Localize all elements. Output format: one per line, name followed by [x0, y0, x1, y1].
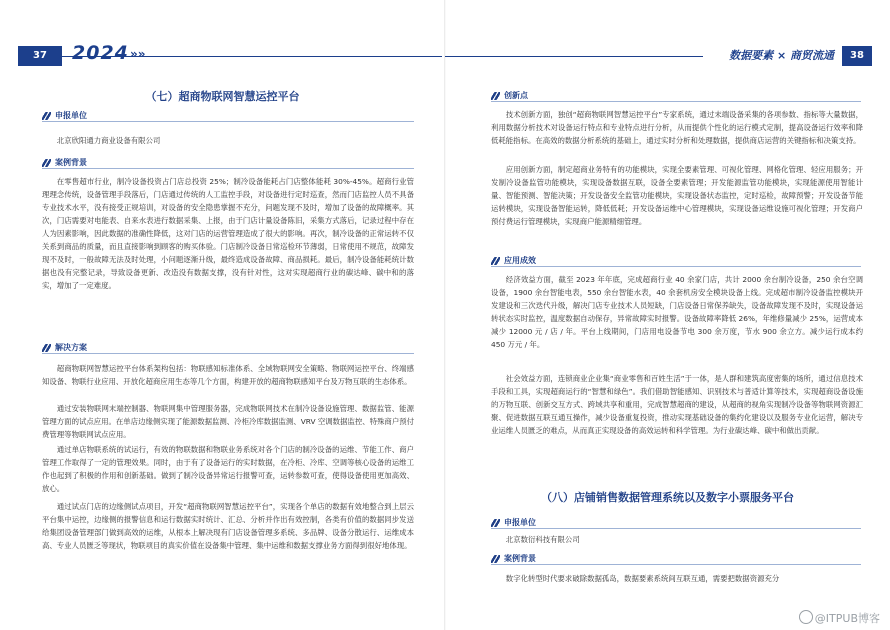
heading-rule — [42, 168, 414, 169]
applicant-text: 北京欣阳通力商业设备有限公司 — [56, 136, 161, 145]
background-heading — [42, 157, 87, 168]
header-rule — [445, 56, 703, 57]
results-heading — [491, 255, 536, 266]
background-text-2: 数字化转型时代要求破除数据孤岛，数据要素系统间互联互通，需要把数据资源充分 — [505, 574, 780, 583]
background-heading-2-label: 案例背景 — [504, 554, 536, 563]
solution-paragraph: 通过安装物联网末端控制器、物联网集中管理服务器，完成物联网技术在制冷设备设施管理、数据监管、能源管理方面的试点应用。在单店边缘侧实现了能源数据监测、冷柜冷库数据监测、VRV 空调数据监控、特殊商户预付费管理等物联网试点应用。 — [42, 404, 414, 439]
heading-slash-icon — [491, 519, 500, 527]
solution-paragraph: 通过单店物联系统的试运行，有效的物联数据和物联业务系统对各个门店的制冷设备的运维、节能工作、商户管理工作取得了一定的管理效果。同时，由于有了设备运行的实时数据，在冷柜、冷库、空调等核心设备的运维工作也起到了积极的作用和创新基础。做到了制冷设备异常运行报警可查，运转参数可查，使得设备使用更加高效、放心。 — [42, 445, 414, 493]
solution-heading — [42, 342, 87, 353]
section-title-seven: （七）超商物联网智慧运控平台 — [145, 90, 300, 103]
applicant-heading-2-label: 申报单位 — [504, 518, 536, 527]
heading-slash-icon — [42, 112, 51, 120]
heading-slash-icon — [491, 92, 500, 100]
heading-slash-icon — [491, 257, 500, 265]
background-heading-2 — [491, 553, 536, 564]
left-page-number: 37 — [18, 46, 62, 66]
innovation-heading — [491, 90, 528, 101]
innovation-heading-label: 创新点 — [504, 91, 528, 100]
results-heading-label: 应用成效 — [504, 256, 536, 265]
results-paragraph: 社会效益方面，连锁商业企业集“商业零售和百姓生活”于一体，是人群和建筑高度密集的场所，通过信息技术手段和工具，实现超商运行的“智慧和绿色”。我们借助智能感知、识别技术与普适计算等技术，实现超商设备设施的万物互联、创新交互方式、跨域共享和重用，完成智慧超商的建设，从超商的视角实现制冷设备等物联网资源汇聚、促进数据互联互通互操作，减少设备重复投资，推动实现基础设备的集约化建设以及服务专业化运营，解决专业运维人员匮乏的难点，从而真正实现设备的高效运转和科学管理。为行业碳达峰、碳中和做出贡献。 — [491, 374, 863, 435]
applicant-heading-2 — [491, 517, 536, 528]
heading-rule — [42, 121, 414, 122]
heading-rule — [491, 266, 861, 267]
background-heading-label: 案例背景 — [55, 158, 87, 167]
heading-rule — [491, 528, 861, 529]
heading-slash-icon — [42, 344, 51, 352]
brand-title: 数据要素 × 商贸流通 — [729, 49, 834, 62]
applicant-heading-label: 申报单位 — [55, 111, 87, 120]
applicant-heading — [42, 110, 87, 121]
applicant-text-2: 北京数衍科技有限公司 — [505, 535, 580, 544]
heading-slash-icon — [491, 555, 500, 563]
heading-rule — [42, 353, 414, 354]
header-rule — [62, 56, 442, 57]
heading-slash-icon — [42, 159, 51, 167]
background-text: 在零售超市行业，制冷设备投资占门店总投资 25%；制冷设备能耗占门店整体能耗 30%-45%。超商行业管理理念传统，设备管理手段落后，门店通过传统的人工监控手段，对设备进行定时巡查，然而门店监控人员不具备专业技术水平，没有接受正规培训，对设备的安全隐患掌握不充分，问题发现不及时，增加了设备的故障概率。其次，门店需要对电能表、自来水表进行数据采集、上报，由于门店计量设备陈旧，采集方式落后，记录过程中存在人为因素影响，因此数据的准确性降低，这对门店的运营管理造成了很大的影响。再次，制冷设备的正常运转不仅关系到商品的质量，而且直接影响到顾客的购买体验。门店制冷设备日常巡检环节薄弱，日常使用不规范，故障发现不及时，一般故障无法及时处理，小问题逐渐升级，最终造成设备故障、商品损耗。最后，制冷设备能耗统计数据也没有完整记录，导致设备更新、改造没有数据支撑，没有针对性，这对实现超商行业的碳达峰、碳中和的落实，增加了一定难度。 — [42, 177, 414, 290]
innovation-paragraph: 技术创新方面，独创“超商物联网智慧运控平台”专家系统，通过末端设备采集的各项参数、指标等大量数据，利用数据分析技术对设备运行特点和专业特点进行分析，从而提供个性化的运行模式定制，提高设备运行效率和降低耗能指标。在高效的数据分析系统的基础上，通过实时分析和处理数据，提供商店运营的关键指标和决策支持。 — [491, 110, 863, 145]
heading-rule — [491, 101, 861, 102]
right-page-number: 38 — [842, 46, 872, 66]
watermark-icon — [799, 610, 813, 624]
watermark-text: @ITPUB博客 — [814, 612, 880, 625]
solution-heading-label: 解决方案 — [55, 343, 87, 352]
section-title-eight: （八）店铺销售数据管理系统以及数字小票服务平台 — [541, 491, 794, 504]
solution-paragraph: 通过试点门店的边缘侧试点项目，开发“超商物联网智慧运控平台”，实现各个单店的数据有效地整合到上层云平台集中运控，边缘侧的报警信息和运行数据实时统计、汇总、分析并作出有效控制，各类有价值的数据同步发送给集团设备管理部门做到高效的运维，从根本上解决现有门店设备管理多系统、多品牌、设备分散运行、运维成本高、专业人员匮乏等现状，物联项目的真实价值在设备集中管理、集中运维和数据支撑业务方面得到很好地体现。 — [42, 502, 414, 550]
results-paragraph: 经济效益方面，截至 2023 年年底，完成超商行业 40 余家门店，共计 2000 余台制冷设备，250 余台空调设备，1900 余台智能电表，550 余台智能水表，40 余套机房安全模块设备上线。完成超市制冷设备监控模块开发建设和三次迭代升级，解决门店专业技术人员短缺，门店设备日常保养缺失，设备故障发现不及时，实现设备运转状态实时监控，温度数据自动保存，异常故障实时报警。设备故障率降低 26%，年维修量减少 25%，运营成本减少 12000 元 / 店 / 年。平台上线期间，门店用电设备节电 300 余万度，节水 900 余立方。减少运行成本约 450 万元 / 年。 — [491, 275, 863, 349]
year-logo: 2024 — [72, 42, 129, 64]
right-page — [445, 0, 890, 630]
watermark — [799, 610, 880, 626]
solution-paragraph: 超商物联网智慧运控平台体系架构包括：物联感知标准体系、全域物联网安全策略、物联网运控平台、终端感知设备、物联行业应用、开放化超商应用生态等几个方面，构建开放的超商物联感知平台及万物互联的生态体系。 — [42, 364, 414, 386]
chevron-icon: »» — [130, 47, 146, 61]
heading-rule — [491, 564, 861, 565]
innovation-paragraph: 应用创新方面，制定超商业务特有的功能模块，实现全要素管理、可视化管理、网格化管理、轻应用服务；开发制冷设备监管功能模块，实现设备数据互联，设备全要素管理；开发能源监管功能模块，实现能源使用智能计量、智能预测、智能决策；开发设备安全监管功能模块，实现设备状态监控，定时巡检，故障预警；开发设备节能运转模块，实现设备智能运转，降低低耗；开发设备运维中心管理模块，实现设备运维设施可视化管理；开发商户预付费运行管理模块，实现商户能源精细管理。 — [491, 165, 863, 226]
